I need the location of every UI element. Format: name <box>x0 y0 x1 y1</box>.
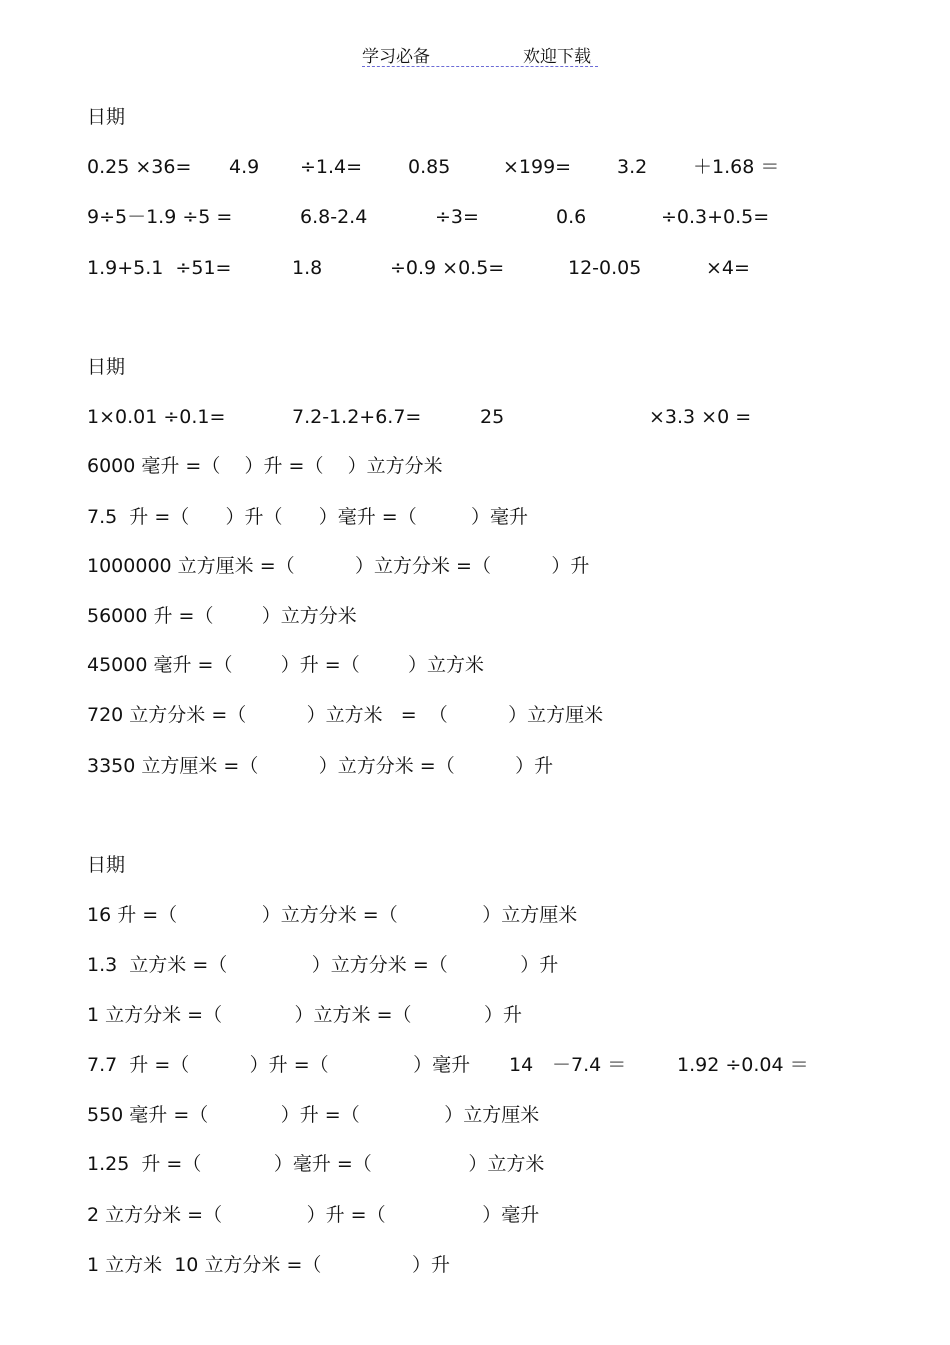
conversion-exercise: 1000000 立方厘米 =（ ）立方分米 =（ ）升 <box>87 555 590 577</box>
section-2-line-7 <box>87 702 604 728</box>
expression: 0.25 ×36= <box>87 156 192 178</box>
expression: ÷0.9 ×0.5= <box>390 257 505 279</box>
conversion-exercise: 1.3 立方米 =（ ）立方分米 =（ ）升 <box>87 954 559 976</box>
section-1-line-1 <box>87 154 780 180</box>
expression: ÷3= <box>435 206 479 228</box>
conversion-exercise: 7.7 升 =（ ）升 =（ ）毫升 <box>87 1054 471 1076</box>
section-2-line-1 <box>87 404 752 430</box>
expression: 4.9 <box>229 156 260 178</box>
conversion-exercise: 7.5 升 =（ ）升（ ）毫升 =（ ）毫升 <box>87 506 529 528</box>
expression: ×4= <box>706 257 750 279</box>
section-3-line-6 <box>87 1151 545 1177</box>
expression: 6.8-2.4 <box>300 206 368 228</box>
section-2-line-5 <box>87 603 357 629</box>
expression: －7.4 ＝ <box>552 1054 627 1076</box>
expression: ÷0.3+0.5= <box>661 206 770 228</box>
expression: ×199= <box>503 156 572 178</box>
expression: ÷1.4= <box>300 156 363 178</box>
section-3-line-7 <box>87 1202 540 1228</box>
section-2-date-label <box>87 354 126 380</box>
section-3-date-label <box>87 852 126 878</box>
section-2-line-2 <box>87 453 443 479</box>
expression: 1.92 ÷0.04 ＝ <box>677 1054 809 1076</box>
conversion-exercise: 2 立方分米 =（ ）升 =（ ）毫升 <box>87 1204 540 1226</box>
page-header <box>362 40 598 67</box>
expression: 0.6 <box>556 206 587 228</box>
conversion-exercise: 6000 毫升 =（ ）升 =（ ）立方分米 <box>87 455 443 477</box>
conversion-exercise: 3350 立方厘米 =（ ）立方分米 =（ ）升 <box>87 755 554 777</box>
header-left-text: 学习必备 <box>362 47 430 67</box>
conversion-exercise: 45000 毫升 =（ ）升 =（ ）立方米 <box>87 654 485 676</box>
section-1-line-3 <box>87 255 750 281</box>
section-1-line-2 <box>87 204 770 230</box>
expression: ＋1.68 ＝ <box>693 156 780 178</box>
conversion-exercise: 1 立方分米 =（ ）立方米 =（ ）升 <box>87 1004 522 1026</box>
conversion-exercise: 1 立方米 10 立方分米 =（ ）升 <box>87 1254 450 1276</box>
conversion-exercise: 720 立方分米 =（ ）立方米 = （ ）立方厘米 <box>87 704 604 726</box>
expression: 25 <box>480 406 505 428</box>
section-3-line-8 <box>87 1252 450 1278</box>
date-label: 日期 <box>87 854 126 876</box>
date-label: 日期 <box>87 106 126 128</box>
section-2-line-8 <box>87 753 554 779</box>
expression: 1.9+5.1 ÷51= <box>87 257 232 279</box>
conversion-exercise: 16 升 =（ ）立方分米 =（ ）立方厘米 <box>87 904 578 926</box>
expression: 3.2 <box>617 156 648 178</box>
section-3-line-1 <box>87 902 578 928</box>
date-label: 日期 <box>87 356 126 378</box>
section-3-line-4 <box>87 1052 809 1078</box>
section-3-line-3 <box>87 1002 522 1028</box>
expression: ×3.3 ×0 = <box>649 406 752 428</box>
section-2-line-3 <box>87 504 529 530</box>
conversion-exercise: 550 毫升 =（ ）升 =（ ）立方厘米 <box>87 1104 540 1126</box>
section-3-line-5 <box>87 1102 540 1128</box>
expression: 12-0.05 <box>568 257 642 279</box>
conversion-exercise: 1.25 升 =（ ）毫升 =（ ）立方米 <box>87 1153 545 1175</box>
expression: 7.2-1.2+6.7= <box>292 406 422 428</box>
conversion-exercise: 56000 升 =（ ）立方分米 <box>87 605 357 627</box>
section-2-line-6 <box>87 652 485 678</box>
section-1-date-label <box>87 104 126 130</box>
section-2-line-4 <box>87 553 590 579</box>
expression: 9÷5－1.9 ÷5 = <box>87 206 233 228</box>
expression: 1×0.01 ÷0.1= <box>87 406 226 428</box>
section-3-line-2 <box>87 952 559 978</box>
expression: 14 <box>509 1054 534 1076</box>
expression: 1.8 <box>292 257 323 279</box>
expression: 0.85 <box>408 156 451 178</box>
header-right-text: 欢迎下载 <box>523 47 591 67</box>
